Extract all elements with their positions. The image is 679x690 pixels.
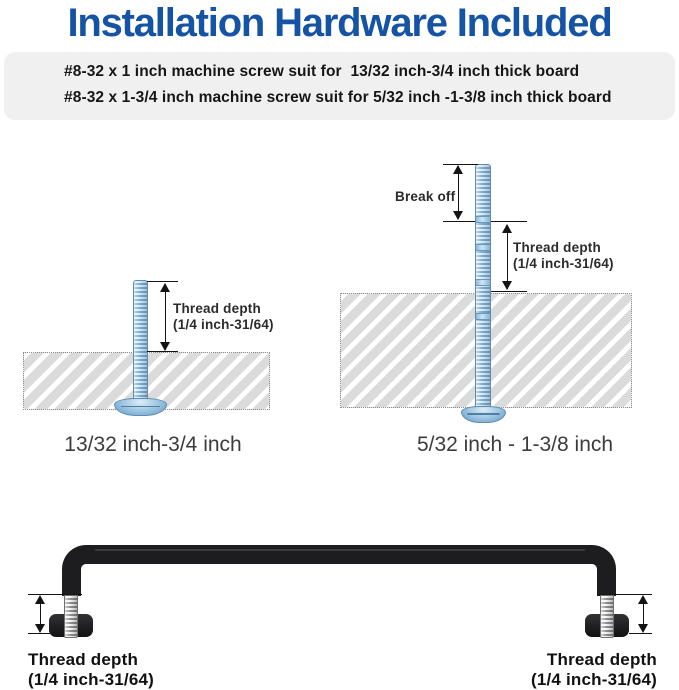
break-off-groove: [476, 279, 490, 286]
thread-depth-line1: Thread depth: [546, 650, 657, 669]
long-screw-head: [461, 406, 506, 423]
arrowhead-up-icon: [160, 283, 170, 292]
handle-thread-depth-label-right: [437, 650, 657, 689]
thread-depth-label-right: [513, 240, 614, 271]
handle-highlight: [95, 549, 585, 551]
break-off-groove: [476, 313, 490, 320]
thread-depth-line1: Thread depth: [28, 650, 139, 669]
arrowhead-down-icon: [453, 211, 463, 220]
break-off-label: Break off: [395, 189, 456, 204]
thread-depth-label-left: [173, 301, 274, 332]
screw-spec-box: [4, 52, 675, 120]
arrowhead-down-icon: [638, 624, 648, 633]
arrowhead-down-icon: [502, 281, 512, 290]
arrowhead-up-icon: [502, 224, 512, 233]
break-off-groove: [476, 244, 490, 251]
break-off-groove: [476, 216, 490, 223]
board-size-label-left: 13/32 inch-3/4 inch: [64, 433, 242, 456]
dim-tick: [491, 291, 527, 292]
screw-spec-line-2: #8-32 x 1-3/4 inch machine screw suit for 5/32 inch -1-3/8 inch thick board: [64, 89, 612, 106]
screw-slot: [467, 413, 500, 415]
thread-depth-arrow-right: [507, 225, 509, 289]
short-machine-screw-illustration: [133, 280, 148, 401]
long-machine-screw-illustration: [475, 164, 491, 409]
left-foot-thread: [64, 595, 78, 638]
thread-depth-line2: (1/4 inch-31/64): [173, 316, 274, 332]
pull-handle-illustration: [62, 545, 616, 596]
screw-spec-line-1: #8-32 x 1 inch machine screw suit for 13/32 inch-3/4 inch thick board: [64, 63, 580, 80]
board-size-label-right: 5/32 inch - 1-3/8 inch: [416, 433, 614, 456]
thread-depth-line2: (1/4 inch-31/64): [530, 669, 657, 689]
arrowhead-down-icon: [160, 342, 170, 351]
short-screw-head: [114, 398, 167, 416]
page-title: Installation Hardware Included: [67, 1, 612, 45]
handle-thread-depth-label-left: [28, 650, 154, 689]
thread-depth-arrow-left: [165, 284, 167, 350]
thread-depth-line1: Thread depth: [173, 301, 261, 316]
thread-depth-line1: Thread depth: [513, 240, 601, 255]
arrowhead-up-icon: [453, 165, 463, 174]
arrowhead-down-icon: [35, 624, 45, 633]
arrowhead-up-icon: [638, 595, 648, 604]
right-foot-thread: [600, 595, 614, 638]
thread-depth-line2: (1/4 inch-31/64): [28, 669, 155, 689]
thread-depth-line2: (1/4 inch-31/64): [513, 255, 614, 271]
dim-tick: [147, 351, 178, 352]
screw-slot: [121, 406, 160, 408]
arrowhead-up-icon: [35, 595, 45, 604]
